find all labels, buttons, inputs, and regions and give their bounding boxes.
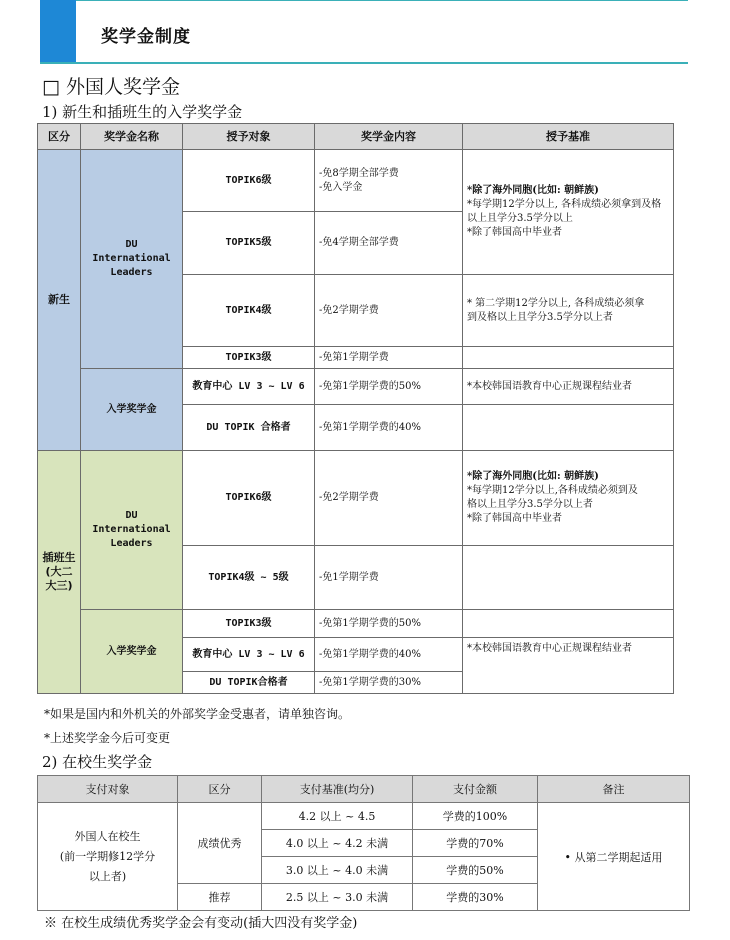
header-gpa-criteria: 支付基准(均分)	[262, 776, 413, 803]
gpa-criteria-cell: 3.0 以上 ~ 4.0 未满	[262, 857, 413, 884]
header-accent-bar	[40, 0, 76, 62]
scholarship-name-dil: DU International Leaders	[81, 451, 183, 610]
note-subject-to-change: *上述奖学金今后可变更	[44, 731, 171, 745]
header-category: 区分	[38, 124, 81, 150]
enrolled-scholarship-table	[37, 775, 690, 911]
table-row	[38, 610, 674, 638]
content-cell: -免第1学期学费	[315, 347, 463, 369]
target-cell: DU TOPIK 合格者	[183, 405, 315, 451]
footer-note: ※ 在校生成绩优秀奖学金会有变动(插大四没有奖学金)	[44, 916, 358, 931]
content-cell: -免第1学期学费的50%	[315, 369, 463, 405]
content-line: -免8学期全部学费	[319, 167, 399, 179]
table-header-row	[38, 124, 674, 150]
content-cell: -免第1学期学费的40%	[315, 638, 463, 672]
criteria-cell	[463, 275, 674, 347]
content-cell: -免4学期全部学费	[315, 212, 463, 275]
content-cell: -免2学期学费	[315, 275, 463, 347]
target-cell: DU TOPIK合格者	[183, 672, 315, 694]
gpa-criteria-cell: 4.0 以上 ~ 4.2 未满	[262, 830, 413, 857]
target-cell: TOPIK4级	[183, 275, 315, 347]
note-external-scholarship: *如果是国内和外机关的外部奖学金受惠者，请单独咨询。	[44, 707, 351, 721]
criteria-line: *除了韩国高中毕业者	[467, 513, 562, 524]
payee-cell	[38, 803, 178, 911]
criteria-cell: *本校韩国语教育中心正规课程结业者	[463, 369, 674, 405]
gpa-criteria-cell: 4.2 以上 ~ 4.5	[262, 803, 413, 830]
header-bottom-rule	[40, 62, 688, 64]
scholarship-name-entry: 入学奖学金	[81, 369, 183, 451]
target-cell: TOPIK3级	[183, 347, 315, 369]
header-top-rule	[76, 0, 688, 1]
table-row	[38, 803, 690, 830]
target-cell: 教育中心 LV 3 ~ LV 6	[183, 638, 315, 672]
category-recommend: 推荐	[178, 884, 262, 911]
payee-line: (前一学期修12学分	[59, 849, 156, 863]
criteria-line: 格以上且学分3.5学分以上者	[467, 499, 593, 510]
criteria-cell: *本校韩国语教育中心正规课程结业者	[463, 638, 674, 694]
table-row	[38, 369, 674, 405]
criteria-cell	[463, 451, 674, 546]
page-title: 奖学金制度	[101, 27, 191, 47]
subsection-title-2: 2) 在校生奖学金	[42, 753, 153, 771]
header-content: 奖学金内容	[315, 124, 463, 150]
criteria-line: 到及格以上且学分3.5学分以上者	[467, 311, 613, 323]
criteria-line: *除了海外同胞(比如: 朝鲜族)	[467, 185, 599, 196]
amount-cell: 学费的70%	[413, 830, 538, 857]
content-cell: -免第1学期学费的40%	[315, 405, 463, 451]
criteria-cell-empty	[463, 347, 674, 369]
content-line: -免入学金	[319, 181, 363, 193]
table-row	[38, 451, 674, 546]
header-amount: 支付金额	[413, 776, 538, 803]
table-row	[38, 150, 674, 212]
header-payee: 支付对象	[38, 776, 178, 803]
criteria-line: *除了海外同胞(比如: 朝鲜族)	[467, 471, 599, 482]
target-cell: TOPIK5级	[183, 212, 315, 275]
amount-cell: 学费的100%	[413, 803, 538, 830]
criteria-cell-empty	[463, 610, 674, 638]
entrance-scholarship-table	[37, 123, 674, 694]
target-cell: TOPIK3级	[183, 610, 315, 638]
gpa-criteria-cell: 2.5 以上 ~ 3.0 未满	[262, 884, 413, 911]
remark-cell: • 从第二学期起适用	[538, 803, 690, 911]
content-cell: -免2学期学费	[315, 451, 463, 546]
header-category: 区分	[178, 776, 262, 803]
subsection-title-1: 1) 新生和插班生的入学奖学金	[42, 103, 243, 121]
table-header-row	[38, 776, 690, 803]
category-excellent: 成绩优秀	[178, 803, 262, 884]
content-cell: -免第1学期学费的50%	[315, 610, 463, 638]
criteria-line: *每学期12学分以上, 各科成绩必须拿到及格以上且学分3.5学分以上	[467, 199, 662, 224]
scholarship-name-entry: 入学奖学金	[81, 610, 183, 694]
section-title: □ 外国人奖学金	[42, 76, 180, 98]
criteria-line: *除了韩国高中毕业者	[467, 227, 562, 238]
header-criteria: 授予基准	[463, 124, 674, 150]
criteria-cell	[463, 150, 674, 275]
header-remark: 备注	[538, 776, 690, 803]
target-cell: TOPIK6级	[183, 451, 315, 546]
header-scholarship-name: 奖学金名称	[81, 124, 183, 150]
scholarship-name-dil: DU International Leaders	[81, 150, 183, 369]
criteria-cell-empty	[463, 405, 674, 451]
payee-line: 外国人在校生	[74, 829, 141, 843]
payee-line: 以上者)	[88, 869, 127, 883]
category-transfer-students: 插班生(大二大三)	[38, 451, 81, 694]
target-cell: TOPIK6级	[183, 150, 315, 212]
criteria-cell-empty	[463, 546, 674, 610]
category-new-students: 新生	[38, 150, 81, 451]
amount-cell: 学费的50%	[413, 857, 538, 884]
target-cell: TOPIK4级 ~ 5级	[183, 546, 315, 610]
header-target: 授予对象	[183, 124, 315, 150]
content-cell	[315, 150, 463, 212]
criteria-line: *每学期12学分以上,各科成绩必须到及	[467, 485, 638, 496]
amount-cell: 学费的30%	[413, 884, 538, 911]
target-cell: 教育中心 LV 3 ~ LV 6	[183, 369, 315, 405]
content-cell: -免1学期学费	[315, 546, 463, 610]
criteria-line: * 第二学期12学分以上, 各科成绩必须拿	[467, 297, 645, 309]
content-cell: -免第1学期学费的30%	[315, 672, 463, 694]
